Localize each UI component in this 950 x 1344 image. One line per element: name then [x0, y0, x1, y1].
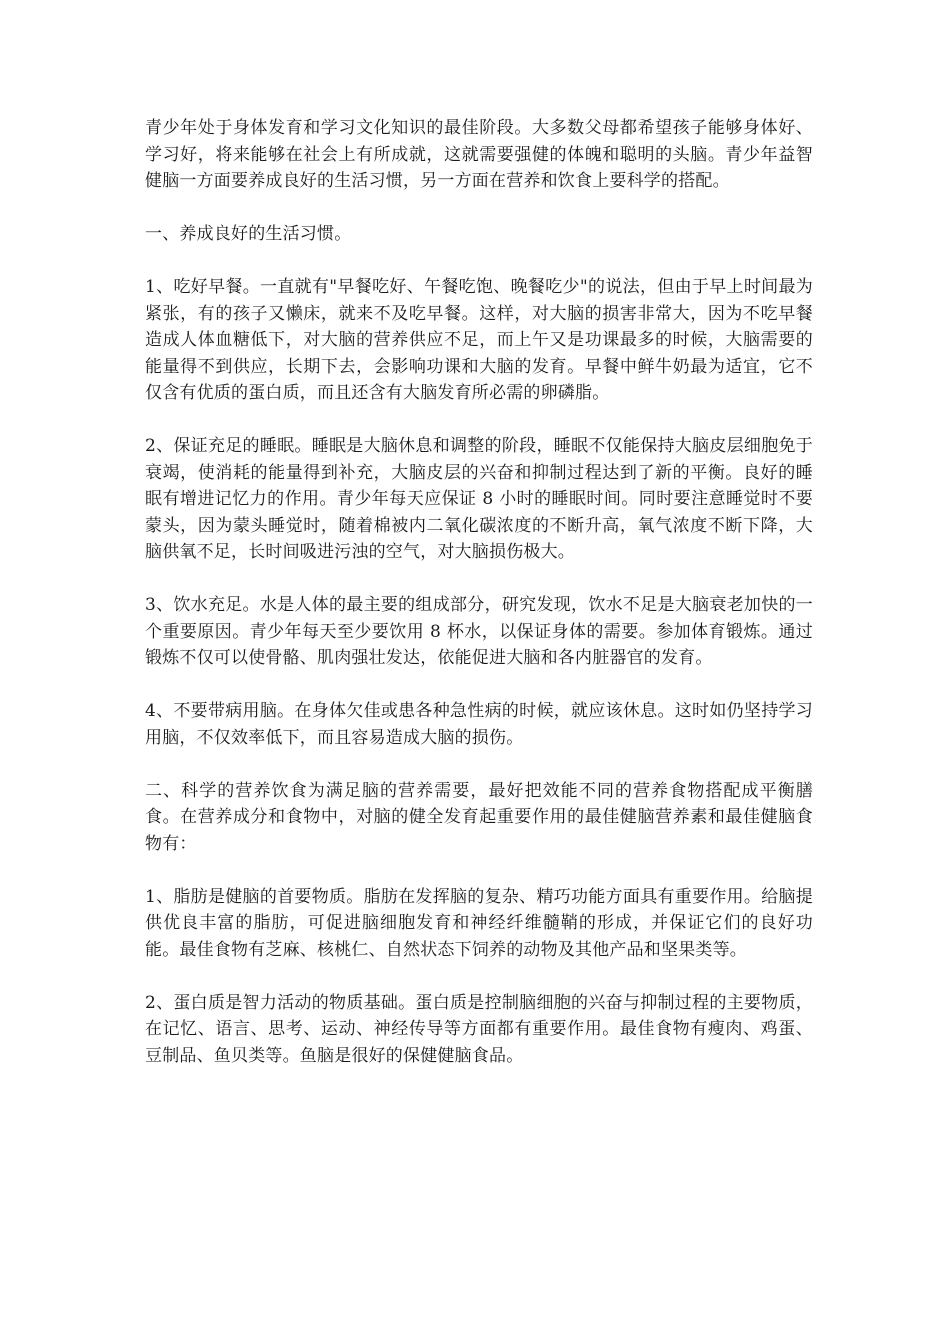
section-heading-nutrition: 二、科学的营养饮食为满足脑的营养需要，最好把效能不同的营养食物搭配成平衡膳食。在营养成分和食物中，对脑的健全发育起重要作用的最佳健脑营养素和最佳健脑食物有：: [145, 780, 813, 854]
nutrition-fat-paragraph: 1、脂肪是健脑的首要物质。脂肪在发挥脑的复杂、精巧功能方面具有重要作用。给脑提供优良丰富的脂肪，可促进脑细胞发育和神经纤维髓鞘的形成，并保证它们的良好功能。最佳食物有芝麻、核桃仁、自然状态下饲养的动物及其他产品和坚果类等。: [145, 886, 813, 960]
section-heading-habits: 一、养成良好的生活习惯。: [145, 224, 352, 244]
intro-paragraph: 青少年处于身体发育和学习文化知识的最佳阶段。大多数父母都希望孩子能够身体好、学习好，将来能够在社会上有所成就，这就需要强健的体魄和聪明的头脑。青少年益智健脑一方面要养成良好的生活习惯，另一方面在营养和饮食上要科学的搭配。: [145, 118, 813, 191]
habit-illness-paragraph: 4、不要带病用脑。在身体欠佳或患各种急性病的时候，就应该休息。这时如仍坚持学习用脑，不仅效率低下，而且容易造成大脑的损伤。: [145, 701, 813, 748]
document-body: [145, 115, 813, 1069]
habit-sleep-paragraph: 2、保证充足的睡眠。睡眠是大脑休息和调整的阶段，睡眠不仅能保持大脑皮层细胞免于衰竭，使消耗的能量得到补充，大脑皮层的兴奋和抑制过程达到了新的平衡。良好的睡眠有增进记忆力的作用。青少年每天应保证 8 小时的睡眠时间。同时要注意睡觉时不要蒙头，因为蒙头睡觉时，随着棉被内二氧化碳浓度的不断升高，氧气浓度不断下降，大脑供氧不足，长时间吸进污浊的空气，对大脑损伤极大。: [145, 436, 813, 562]
nutrition-protein-paragraph: 2、蛋白质是智力活动的物质基础。蛋白质是控制脑细胞的兴奋与抑制过程的主要物质，在记忆、语言、思考、运动、神经传导等方面都有重要作用。最佳食物有瘦肉、鸡蛋、豆制品、鱼贝类等。鱼脑是很好的保健健脑食品。: [145, 992, 813, 1066]
habit-water-paragraph: 3、饮水充足。水是人体的最主要的组成部分，研究发现，饮水不足是大脑衰老加快的一个重要原因。青少年每天至少要饮用 8 杯水，以保证身体的需要。参加体育锻炼。通过锻炼不仅可以使骨骼、肌肉强壮发达，依能促进大脑和各内脏器官的发育。: [145, 595, 813, 668]
habit-breakfast-paragraph: 1、吃好早餐。一直就有"早餐吃好、午餐吃饱、晚餐吃少"的说法，但由于早上时间最为紧张，有的孩子又懒床，就来不及吃早餐。这样，对大脑的损害非常大，因为不吃早餐造成人体血糖低下，对大脑的营养供应不足，而上午又是功课最多的时候，大脑需要的能量得不到供应，长期下去，会影响功课和大脑的发育。早餐中鲜牛奶最为适宜，它不仅含有优质的蛋白质，而且还含有大脑发育所必需的卵磷脂。: [145, 277, 813, 403]
